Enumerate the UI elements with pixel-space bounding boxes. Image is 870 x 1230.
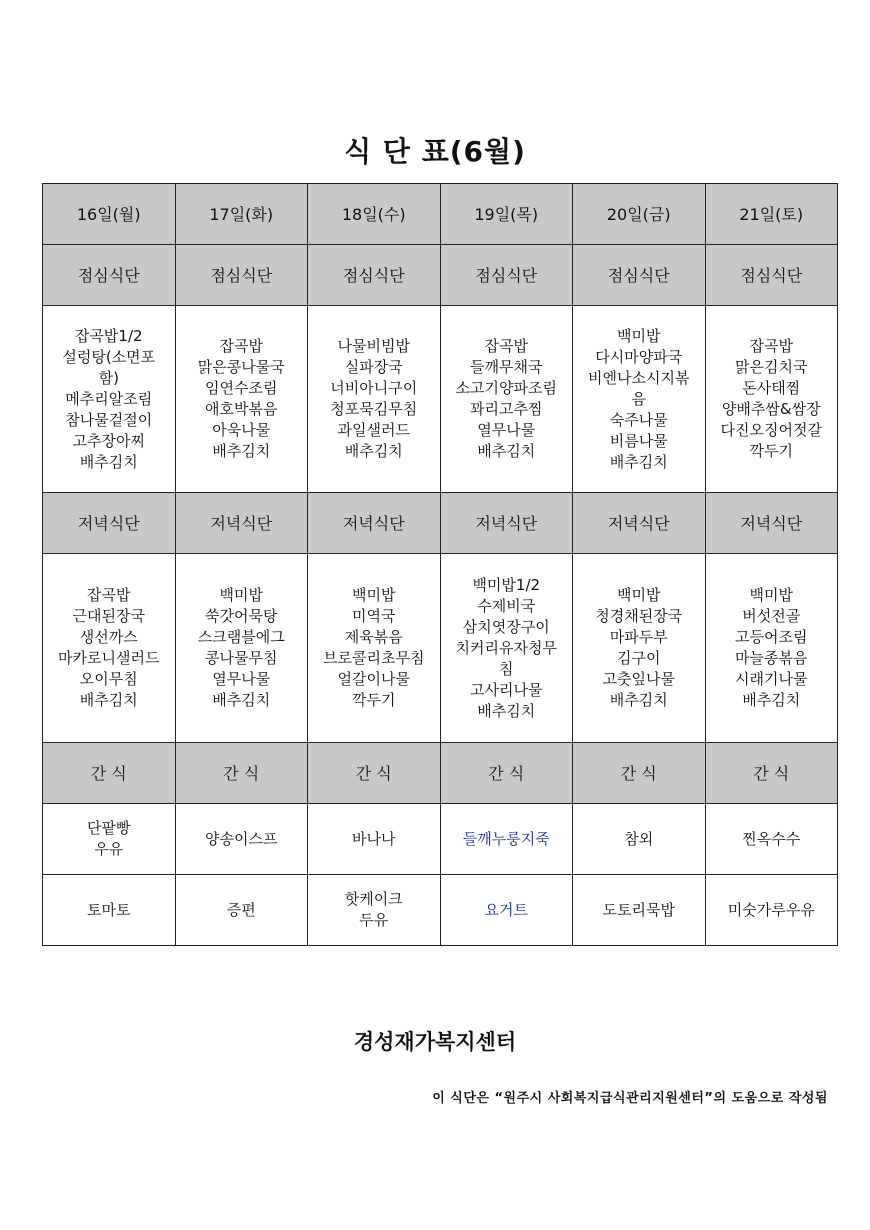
snack-row-1 <box>43 804 838 875</box>
menu-item: 고사리나물 <box>470 680 543 699</box>
menu-item: 찐옥수수 <box>742 829 801 848</box>
lunch-row-cell <box>308 306 441 493</box>
organization-name: 경성재가복지센터 <box>353 1030 517 1054</box>
menu-item: 배추김치 <box>212 691 271 709</box>
dinner-label-row-cell: 저녁식단 <box>43 493 176 554</box>
snack-row-2-cell <box>308 875 441 946</box>
menu-item: 임연수조림 <box>205 379 278 397</box>
snack-label-row-cell: 간 식 <box>705 743 838 804</box>
dinner-label-row-cell: 저녁식단 <box>308 493 441 554</box>
menu-item: 미숫가루우유 <box>727 900 815 919</box>
menu-item: 백미밥 <box>352 586 396 604</box>
menu-item: 배추김치 <box>742 691 801 709</box>
dinner-row-cell <box>43 554 176 743</box>
dinner-row-cell <box>705 554 838 743</box>
snack-row-2 <box>43 875 838 946</box>
menu-item: 배추김치 <box>79 452 138 471</box>
dinner-label-row-cell: 저녁식단 <box>573 493 706 554</box>
menu-item: 마늘종볶음 <box>735 649 808 667</box>
menu-item: 잡곡밥1/2 <box>74 326 143 345</box>
dinner-row-cell <box>175 554 308 743</box>
dinner-label-row-cell: 저녁식단 <box>440 493 573 554</box>
menu-item: 마카로니샐러드 <box>58 649 160 667</box>
menu-item: 고등어조림 <box>735 628 808 646</box>
snack-row-1-cell <box>573 804 706 875</box>
snack-row-2-cell <box>573 875 706 946</box>
menu-item: 미역국 <box>352 607 396 625</box>
snack-label-row-cell: 간 식 <box>43 743 176 804</box>
menu-item: 토마토 <box>87 900 131 919</box>
lunch-label-row-cell: 점심식단 <box>440 245 573 306</box>
menu-item: 백미밥 <box>617 586 661 604</box>
dinner-label-row-cell: 저녁식단 <box>705 493 838 554</box>
menu-item: 버섯전골 <box>742 607 801 625</box>
menu-item: 맑은김치국 <box>735 358 808 376</box>
menu-item: 고춧잎나물 <box>602 670 675 688</box>
dinner-label-row <box>43 493 838 554</box>
menu-item: 고추장아찌 <box>72 431 145 450</box>
menu-item: 소고기양파조림 <box>455 379 557 397</box>
page-title: 식 단 표(6월) <box>344 135 526 168</box>
menu-item: 핫케이크 <box>344 890 403 908</box>
dinner-row <box>43 554 838 743</box>
dinner-label-row-cell: 저녁식단 <box>175 493 308 554</box>
menu-item: 삼치엿장구이 <box>462 617 550 636</box>
menu-item: 들깨누룽지죽 <box>462 829 550 848</box>
lunch-label-row <box>43 245 838 306</box>
lunch-row <box>43 306 838 493</box>
menu-item: 생선까스 <box>79 628 138 646</box>
menu-item: 배추김치 <box>212 442 271 460</box>
meal-plan-table <box>42 183 838 946</box>
menu-item: 침 <box>499 659 514 678</box>
menu-item: 청포묵김무침 <box>330 400 418 418</box>
lunch-label-row-cell: 점심식단 <box>175 245 308 306</box>
lunch-label-row-cell: 점심식단 <box>705 245 838 306</box>
menu-item: 다진오징어젓갈 <box>720 421 822 439</box>
menu-item: 양송이스프 <box>205 829 278 848</box>
dinner-row-cell <box>440 554 573 743</box>
menu-item: 증편 <box>226 900 256 919</box>
snack-row-2-cell <box>43 875 176 946</box>
menu-item: 배추김치 <box>344 442 403 460</box>
menu-item: 비엔나소시지볶 <box>588 368 690 387</box>
menu-item: 잡곡밥 <box>87 586 131 604</box>
menu-item: 마파두부 <box>609 628 668 646</box>
day-header-cell: 17일(화) <box>175 184 308 245</box>
menu-item: 김구이 <box>617 649 661 667</box>
snack-row-1-cell <box>440 804 573 875</box>
menu-item: 아욱나물 <box>212 421 271 439</box>
snack-row-1-cell <box>43 804 176 875</box>
menu-item: 백미밥1/2 <box>472 575 541 594</box>
snack-row-2-cell <box>175 875 308 946</box>
menu-item: 너비아니구이 <box>330 379 418 397</box>
lunch-label-row-cell: 점심식단 <box>573 245 706 306</box>
menu-item: 맑은콩나물국 <box>197 358 285 376</box>
menu-item: 음 <box>631 389 646 408</box>
menu-item: 실파장국 <box>344 358 403 376</box>
snack-row-1-cell <box>175 804 308 875</box>
snack-label-row-cell: 간 식 <box>308 743 441 804</box>
lunch-row-cell <box>705 306 838 493</box>
menu-item: 메추리알조림 <box>65 389 153 408</box>
menu-item: 잡곡밥 <box>219 337 263 355</box>
menu-item: 열무나물 <box>212 670 271 688</box>
menu-item: 배추김치 <box>609 691 668 709</box>
lunch-label-row-cell: 점심식단 <box>308 245 441 306</box>
footnote: 이 식단은 “원주시 사회복지급식관리지원센터”의 도움으로 작성됨 <box>432 1091 828 1106</box>
snack-label-row <box>43 743 838 804</box>
menu-item: 비름나물 <box>609 431 668 450</box>
lunch-row-cell <box>175 306 308 493</box>
day-header-cell: 18일(수) <box>308 184 441 245</box>
menu-item: 나물비빔밥 <box>337 337 410 355</box>
menu-item: 단팥빵 <box>87 819 131 837</box>
lunch-label-row-cell: 점심식단 <box>43 245 176 306</box>
day-header <box>43 184 838 245</box>
menu-item: 깍두기 <box>749 442 793 460</box>
menu-item: 바나나 <box>352 829 396 848</box>
menu-item: 백미밥 <box>219 586 263 604</box>
menu-item: 두유 <box>359 911 389 929</box>
snack-row-1-cell <box>705 804 838 875</box>
menu-item: 설렁탕(소면포 <box>62 347 156 366</box>
menu-item: 치커리유자청무 <box>455 638 557 657</box>
menu-item: 수제비국 <box>477 596 536 615</box>
menu-item: 잡곡밥 <box>749 337 793 355</box>
menu-item: 배추김치 <box>477 701 536 720</box>
menu-item: 숙주나물 <box>609 410 668 429</box>
menu-item: 얼갈이나물 <box>337 670 410 688</box>
day-header-cell: 19일(목) <box>440 184 573 245</box>
menu-item: 잡곡밥 <box>484 337 528 355</box>
menu-item: 배추김치 <box>477 442 536 460</box>
dinner-row-cell <box>573 554 706 743</box>
menu-item: 스크램블에그 <box>197 628 285 646</box>
menu-item: 쑥갓어묵탕 <box>205 607 278 625</box>
snack-row-2-cell <box>705 875 838 946</box>
day-header-cell: 20일(금) <box>573 184 706 245</box>
menu-item: 깍두기 <box>352 691 396 709</box>
menu-item: 참나물겉절이 <box>65 410 153 429</box>
menu-item: 애호박볶음 <box>205 400 278 418</box>
day-header-cell: 16일(월) <box>43 184 176 245</box>
snack-label-row-cell: 간 식 <box>573 743 706 804</box>
day-header-cell: 21일(토) <box>705 184 838 245</box>
snack-row-1-cell <box>308 804 441 875</box>
menu-item: 돈사태찜 <box>742 379 801 397</box>
menu-item: 과일샐러드 <box>337 421 410 439</box>
menu-item: 참외 <box>624 829 654 848</box>
menu-item: 들깨무채국 <box>470 358 543 376</box>
snack-label-row-cell: 간 식 <box>175 743 308 804</box>
menu-item: 도토리묵밥 <box>602 900 675 919</box>
menu-item: 근대된장국 <box>72 607 145 625</box>
lunch-row-cell <box>440 306 573 493</box>
menu-item: 제육볶음 <box>344 628 403 646</box>
snack-label-row-cell: 간 식 <box>440 743 573 804</box>
menu-item: 콩나물무침 <box>205 649 278 667</box>
lunch-row-cell <box>43 306 176 493</box>
menu-item: 꽈리고추찜 <box>470 400 543 418</box>
menu-item: 백미밥 <box>749 586 793 604</box>
menu-item: 청경채된장국 <box>595 607 683 625</box>
dinner-row-cell <box>308 554 441 743</box>
menu-item: 오이무침 <box>79 670 138 688</box>
menu-item: 시래기나물 <box>735 670 808 688</box>
menu-item: 다시마양파국 <box>595 347 683 366</box>
menu-item: 열무나물 <box>477 421 536 439</box>
menu-item: 요거트 <box>484 900 528 919</box>
menu-item: 배추김치 <box>79 691 138 709</box>
menu-item: 함) <box>98 368 119 387</box>
menu-item: 양배추쌈&쌈장 <box>721 400 821 418</box>
menu-item: 백미밥 <box>617 326 661 345</box>
snack-row-2-cell <box>440 875 573 946</box>
menu-item: 우유 <box>94 840 124 858</box>
menu-item: 브로콜리초무침 <box>323 649 425 667</box>
lunch-row-cell <box>573 306 706 493</box>
menu-item: 배추김치 <box>609 452 668 471</box>
